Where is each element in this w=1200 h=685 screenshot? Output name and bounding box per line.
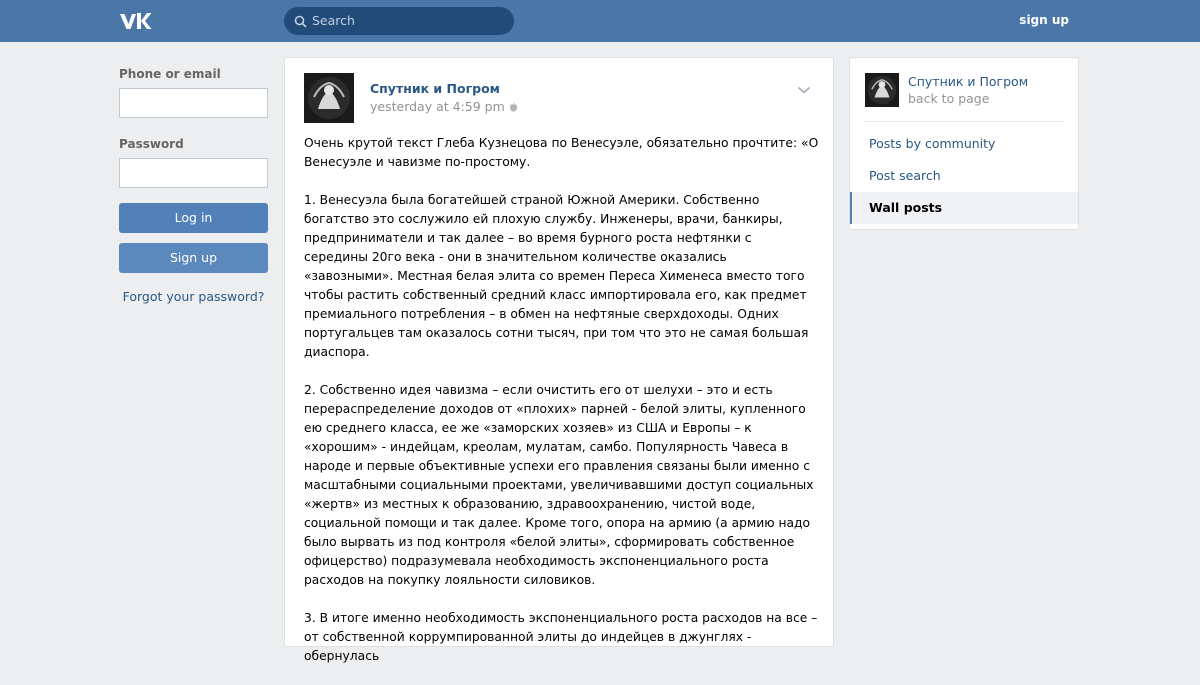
menu-item-wall-posts[interactable]: Wall posts xyxy=(850,192,1078,224)
community-side-panel xyxy=(849,57,1079,230)
post-paragraph: 3. В итоге именно необходимость экспоненциального роста расходов на все – от собственной коррумпированной элиты до индейцев в джунглях - обернулась xyxy=(304,611,818,663)
post-paragraph: 1. Венесуэла была богатейшей страной Южной Америки. Собственно богатство это сослужило ей плохую службу. Инженеры, врачи, банкиры, предприниматели и так далее – во время бурного роста нефтянки с середины 20го века - они в значительном количестве оказались «завозными». Местная белая элита со времен Переса Хименеса вместо того чтобы растить собственный средний класс импортировала его, как предмет премиального потребления – в обмен на нефтяные сверхдоходы. Одних португальцев там оказалось сотни тысяч, при том что это не самая большая диаспора. xyxy=(304,193,809,359)
password-field[interactable] xyxy=(119,158,268,188)
community-avatar[interactable] xyxy=(304,73,354,123)
post-paragraph: 2. Собственно идея чавизма – если очистить его от шелухи – это и есть перераспределение доходов от «плохих» парней - белой элиты, купленного ею среднего класса, ее же «заморских хозяев» из США и Европы – к «хорошим» - индейцам, креолам, мулатам, самбо. Популярность Чавеса в народе и первые объективные успехи его правления связаны были именно с масштабными социальными проектами, увеличивавшими доступ социальных «жертв» из местных к образованию, здравоохранению, чистой воде, социальной помощи и так далее. Кроме того, опора на армию (а армию надо было вырвать из под контроля «белой элиты», сформировать собственное офицерство) подразумевала необходимость экспоненциального роста расходов на покупку лояльности силовиков. xyxy=(304,383,814,587)
header-signup-link[interactable]: sign up xyxy=(1019,13,1069,27)
phone-label: Phone or email xyxy=(119,67,221,81)
vk-logo-icon[interactable] xyxy=(119,11,152,31)
back-to-page-link[interactable]: back to page xyxy=(908,91,990,106)
menu-item-post-search[interactable]: Post search xyxy=(869,168,941,183)
post-text xyxy=(304,134,819,685)
post-date-text[interactable]: yesterday at 4:59 pm xyxy=(370,99,505,114)
post-author-link[interactable]: Спутник и Погром xyxy=(370,81,500,96)
menu-item-posts-by-community[interactable]: Posts by community xyxy=(869,136,996,151)
login-button[interactable]: Log in xyxy=(119,203,268,233)
signup-button[interactable]: Sign up xyxy=(119,243,268,273)
login-panel xyxy=(119,57,268,304)
divider xyxy=(865,121,1065,122)
side-community-name[interactable]: Спутник и Погром xyxy=(908,74,1029,89)
search-box[interactable] xyxy=(284,7,514,35)
search-placeholder: Search xyxy=(312,13,355,28)
apple-icon xyxy=(509,102,518,112)
side-menu xyxy=(850,128,1078,224)
password-label: Password xyxy=(119,137,184,151)
chevron-down-icon[interactable] xyxy=(797,85,811,95)
phone-email-field[interactable] xyxy=(119,88,268,118)
wall-post xyxy=(284,57,834,663)
side-community-avatar[interactable] xyxy=(865,73,899,107)
forgot-password-link[interactable]: Forgot your password? xyxy=(122,289,265,304)
post-date[interactable] xyxy=(370,99,518,114)
top-header xyxy=(0,0,1200,42)
post-paragraph: Очень крутой текст Глеба Кузнецова по Венесуэле, обязательно прочтите: «О Венесуэле и чавизме по-простому. xyxy=(304,136,819,169)
search-icon xyxy=(294,15,307,28)
